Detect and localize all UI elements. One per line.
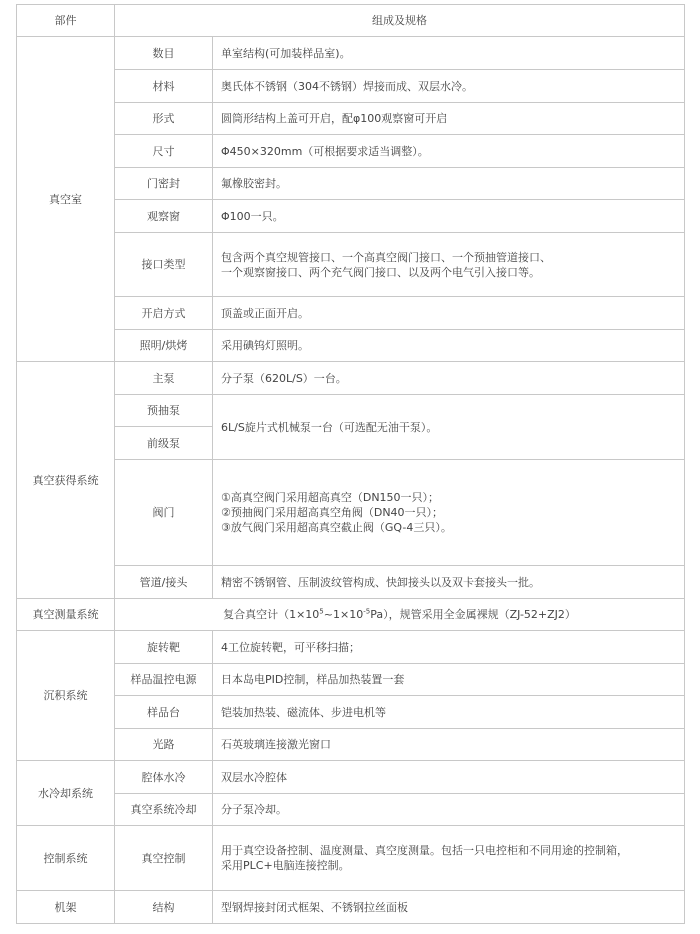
category-control: 控制系统	[17, 826, 115, 891]
header-row	[17, 5, 685, 37]
table-row	[17, 826, 685, 891]
sub-label: 门密封	[115, 168, 213, 200]
spec-value	[115, 599, 685, 631]
table-row	[17, 696, 685, 729]
table-row	[17, 460, 685, 566]
spec-value: Φ450×320mm（可根据要求适当调整）。	[213, 135, 685, 168]
sub-label: 真空系统冷却	[115, 794, 213, 826]
sub-label: 前级泵	[115, 427, 213, 460]
sub-label: 真空控制	[115, 826, 213, 891]
table-row	[17, 395, 685, 427]
measurement-text: 复合真空计（1×10	[223, 608, 320, 621]
sub-label: 接口类型	[115, 233, 213, 297]
sub-label: 开启方式	[115, 297, 213, 330]
spec-value: 日本岛电PID控制，样品加热装置一套	[213, 664, 685, 696]
sub-label: 主泵	[115, 362, 213, 395]
measurement-text: Pa），规管采用全金属裸规（ZJ-52+ZJ2）	[370, 608, 576, 621]
spec-line: 包含两个真空规管接口、一个高真空阀门接口、一个预抽管道接口、	[221, 250, 551, 264]
spec-line: 采用PLC+电脑连接控制。	[221, 859, 350, 872]
spec-value: 氟橡胶密封。	[213, 168, 685, 200]
table-row	[17, 761, 685, 794]
table-row	[17, 330, 685, 362]
spec-value	[213, 826, 685, 891]
spec-line: 用于真空设备控制、温度测量、真空度测量。包括一只电控柜和不同用途的控制箱，	[221, 844, 628, 857]
spec-value: 分子泵冷却。	[213, 794, 685, 826]
table-row	[17, 37, 685, 70]
table-row	[17, 566, 685, 599]
table-row	[17, 362, 685, 395]
table-row	[17, 168, 685, 200]
sub-label: 尺寸	[115, 135, 213, 168]
table-row	[17, 729, 685, 761]
header-part: 部件	[17, 5, 115, 37]
sub-label: 阀门	[115, 460, 213, 566]
category-vacuum-system: 真空获得系统	[17, 362, 115, 599]
sub-label: 管道/接头	[115, 566, 213, 599]
sub-label: 预抽泵	[115, 395, 213, 427]
table-row	[17, 200, 685, 233]
spec-value: 双层水冷腔体	[213, 761, 685, 794]
header-spec: 组成及规格	[115, 5, 685, 37]
spec-value: 石英玻璃连接激光窗口	[213, 729, 685, 761]
table-row	[17, 891, 685, 924]
category-cooling: 水冷却系统	[17, 761, 115, 826]
sub-label: 光路	[115, 729, 213, 761]
table-row	[17, 103, 685, 135]
exponent: 5	[319, 607, 324, 616]
spec-line: ③放气阀门采用超高真空截止阀（GQ-4三只）。	[221, 521, 452, 534]
table-row	[17, 794, 685, 826]
spec-value: 铠装加热装、磁流体、步进电机等	[213, 696, 685, 729]
sub-label: 形式	[115, 103, 213, 135]
sub-label: 旋转靶	[115, 631, 213, 664]
table-row	[17, 599, 685, 631]
sub-label: 观察窗	[115, 200, 213, 233]
spec-table	[16, 4, 685, 924]
exponent: -5	[363, 607, 371, 616]
sub-label: 腔体水冷	[115, 761, 213, 794]
spec-line: ①高真空阀门采用超高真空（DN150一只）；	[221, 491, 440, 504]
spec-value	[213, 233, 685, 297]
table-row	[17, 664, 685, 696]
table-row	[17, 233, 685, 297]
spec-value: 分子泵（620L/S）一台。	[213, 362, 685, 395]
spec-line: ②预抽阀门采用超高真空角阀（DN40一只）；	[221, 506, 444, 519]
sub-label: 样品台	[115, 696, 213, 729]
spec-value: 精密不锈钢管、压制波纹管构成、快卸接头以及双卡套接头一批。	[213, 566, 685, 599]
spec-value: 圆筒形结构上盖可开启，配φ100观察窗可开启	[213, 103, 685, 135]
category-vacuum-chamber: 真空室	[17, 37, 115, 362]
sub-label: 照明/烘烤	[115, 330, 213, 362]
sub-label: 材料	[115, 70, 213, 103]
spec-value: 型钢焊接封闭式框架、不锈钢拉丝面板	[213, 891, 685, 924]
spec-value: Φ100一只。	[213, 200, 685, 233]
measurement-text: ~1×10	[323, 608, 364, 621]
category-frame: 机架	[17, 891, 115, 924]
spec-value: 6L/S旋片式机械泵一台（可选配无油干泵）。	[213, 395, 685, 460]
table-row	[17, 297, 685, 330]
table-row	[17, 631, 685, 664]
spec-value: 单室结构(可加装样品室)。	[213, 37, 685, 70]
sub-label: 数目	[115, 37, 213, 70]
spec-value: 奥氏体不锈钢（304不锈钢）焊接而成、双层水冷。	[213, 70, 685, 103]
spec-value: 4工位旋转靶，可平移扫描；	[213, 631, 685, 664]
spec-line: 一个观察窗接口、两个充气阀门接口、以及两个电气引入接口等。	[221, 265, 540, 279]
spec-value: 顶盖或正面开启。	[213, 297, 685, 330]
category-deposition: 沉积系统	[17, 631, 115, 761]
sub-label: 样品温控电源	[115, 664, 213, 696]
sub-label: 结构	[115, 891, 213, 924]
table-row	[17, 70, 685, 103]
category-measurement: 真空测量系统	[17, 599, 115, 631]
spec-value	[213, 460, 685, 566]
spec-value: 采用碘钨灯照明。	[213, 330, 685, 362]
table-row	[17, 135, 685, 168]
